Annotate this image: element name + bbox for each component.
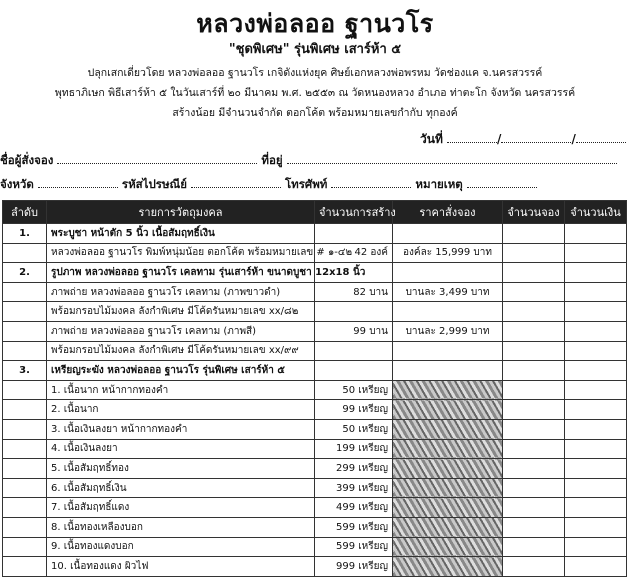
- row-amount-field[interactable]: [565, 537, 627, 557]
- row-amount-field[interactable]: [565, 361, 627, 381]
- row-item-name: 10. เนื้อทองแดง ผิวไฟ: [47, 557, 315, 577]
- row-price: [393, 302, 503, 322]
- row-number: [3, 400, 47, 420]
- table-row: [3, 478, 627, 498]
- row-amount-field[interactable]: [565, 478, 627, 498]
- col-header-item: รายการวัตถุมงคล: [47, 201, 315, 224]
- row-item-name: 6. เนื้อสัมฤทธิ์เงิน: [47, 478, 315, 498]
- table-row: [3, 459, 627, 479]
- row-price: [393, 224, 503, 244]
- customer-row: [0, 152, 617, 170]
- date-day-field[interactable]: [447, 131, 497, 143]
- table-row: [3, 302, 627, 322]
- row-price-redacted: [393, 537, 503, 557]
- row-item-name: พร้อมกรอบไม้มงคล ลังกำพิเศษ มีโค้ดรันหมายเลข xx/๙๙: [47, 341, 315, 361]
- row-quantity: 99 บาน: [315, 321, 393, 341]
- row-amount-field[interactable]: [565, 321, 627, 341]
- row-order-count-field[interactable]: [503, 282, 565, 302]
- province-label: จังหวัด: [0, 177, 34, 191]
- row-price-redacted: [393, 557, 503, 577]
- row-quantity: 42 องค์: [315, 243, 393, 263]
- row-number: [3, 439, 47, 459]
- table-row: [3, 400, 627, 420]
- row-number: [3, 282, 47, 302]
- row-item-name: รูปภาพ หลวงพ่อลออ ฐานวโร เคลทาม รุ่นเสาร์ห้า ขนาดบูชา 12x18 นิ้ว: [47, 263, 315, 283]
- row-amount-field[interactable]: [565, 224, 627, 244]
- intro-line-3: สร้างน้อย มีจำนวนจำกัด ตอกโค้ต พร้อมหมายเลขกำกับ ทุกองค์: [172, 107, 458, 119]
- row-order-count-field[interactable]: [503, 478, 565, 498]
- table-row: [3, 419, 627, 439]
- row-number: 2.: [3, 263, 47, 283]
- row-order-count-field[interactable]: [503, 302, 565, 322]
- date-row: วันที่ / /: [420, 130, 626, 149]
- row-quantity: [315, 224, 393, 244]
- row-number: [3, 498, 47, 518]
- row-price: บานละ 3,499 บาท: [393, 282, 503, 302]
- table-row: [3, 341, 627, 361]
- row-amount-field[interactable]: [565, 380, 627, 400]
- address-label: ที่อยู่: [261, 153, 283, 167]
- row-quantity: 599 เหรียญ: [315, 517, 393, 537]
- row-order-count-field[interactable]: [503, 400, 565, 420]
- row-item-name: 5. เนื้อสัมฤทธิ์ทอง: [47, 459, 315, 479]
- row-price: [393, 341, 503, 361]
- table-row: [3, 439, 627, 459]
- intro-line-2: พุทธาภิเษก พิธีเสาร์ห้า ๕ ในวันเสาร์ที่ ๒๐ มีนาคม พ.ศ. ๒๕๕๓ ณ วัดหนองหลวง อำเภอ ท่าตะโก จังหวัด นครสวรรค์: [54, 87, 576, 99]
- row-price-redacted: [393, 439, 503, 459]
- row-number: [3, 341, 47, 361]
- row-item-name: 7. เนื้อสัมฤทธิ์แดง: [47, 498, 315, 518]
- row-amount-field[interactable]: [565, 439, 627, 459]
- contact-row: [0, 176, 537, 194]
- intro-line-1: ปลุกเสกเดี่ยวโดย หลวงพ่อลออ ฐานวโร เกจิดังแห่งยุค ศิษย์เอกหลวงพ่อพรหม วัดช่องแค จ.นครสวรรค์: [87, 67, 543, 79]
- note-label: หมายเหตุ: [415, 177, 463, 191]
- row-item-name: 8. เนื้อทองเหลืองบอก: [47, 517, 315, 537]
- row-number: [3, 243, 47, 263]
- document-title: หลวงพ่อลออ ฐานวโร: [196, 9, 434, 38]
- row-price-redacted: [393, 459, 503, 479]
- row-amount-field[interactable]: [565, 419, 627, 439]
- name-label: ชื่อผู้สั่งจอง: [0, 153, 54, 167]
- row-quantity: 50 เหรียญ: [315, 419, 393, 439]
- table-row: [3, 380, 627, 400]
- row-number: [3, 380, 47, 400]
- row-item-name: 3. เนื้อเงินลงยา หน้ากากทองคำ: [47, 419, 315, 439]
- table-row: [3, 282, 627, 302]
- row-item-name: 9. เนื้อทองแดงบอก: [47, 537, 315, 557]
- row-price-redacted: [393, 380, 503, 400]
- row-amount-field[interactable]: [565, 557, 627, 577]
- order-table: [2, 200, 627, 577]
- row-number: [3, 419, 47, 439]
- row-number: [3, 557, 47, 577]
- postcode-field[interactable]: [191, 176, 281, 188]
- row-item-name: ภาพถ่าย หลวงพ่อลออ ฐานวโร เคลทาม (ภาพขาวดำ): [47, 282, 315, 302]
- row-amount-field[interactable]: [565, 498, 627, 518]
- row-order-count-field[interactable]: [503, 263, 565, 283]
- phone-field[interactable]: [331, 176, 411, 188]
- row-price: บานละ 2,999 บาท: [393, 321, 503, 341]
- row-number: [3, 517, 47, 537]
- row-order-count-field[interactable]: [503, 557, 565, 577]
- row-quantity: 999 เหรียญ: [315, 557, 393, 577]
- document-subtitle: "ชุดพิเศษ" รุ่นพิเศษ เสาร์ห้า ๕: [228, 42, 402, 57]
- col-header-qty: จำนวนการสร้าง: [315, 201, 393, 224]
- row-quantity: 299 เหรียญ: [315, 459, 393, 479]
- row-number: 3.: [3, 361, 47, 381]
- table-row: [3, 321, 627, 341]
- row-item-name: ภาพถ่าย หลวงพ่อลออ ฐานวโร เคลทาม (ภาพสี): [47, 321, 315, 341]
- row-price: [393, 263, 503, 283]
- row-order-count-field[interactable]: [503, 459, 565, 479]
- note-field[interactable]: [467, 176, 537, 188]
- row-quantity: [315, 361, 393, 381]
- row-number: [3, 537, 47, 557]
- table-row: [3, 537, 627, 557]
- row-amount-field[interactable]: [565, 341, 627, 361]
- row-quantity: 99 เหรียญ: [315, 400, 393, 420]
- row-order-count-field[interactable]: [503, 419, 565, 439]
- row-price: องค์ละ 15,999 บาท: [393, 243, 503, 263]
- row-number: [3, 321, 47, 341]
- row-amount-field[interactable]: [565, 517, 627, 537]
- row-item-name: 1. เนื้อนาก หน้ากากทองคำ: [47, 380, 315, 400]
- row-amount-field[interactable]: [565, 302, 627, 322]
- row-quantity: 499 เหรียญ: [315, 498, 393, 518]
- col-header-no: ลำดับ: [3, 201, 47, 224]
- row-number: [3, 459, 47, 479]
- row-amount-field[interactable]: [565, 282, 627, 302]
- phone-label: โทรศัพท์: [284, 177, 328, 191]
- row-order-count-field[interactable]: [503, 380, 565, 400]
- row-number: 1.: [3, 224, 47, 244]
- row-price-redacted: [393, 400, 503, 420]
- row-order-count-field[interactable]: [503, 243, 565, 263]
- address-field[interactable]: [287, 152, 617, 164]
- col-header-amount: จำนวนเงิน: [565, 201, 627, 224]
- row-item-name: 2. เนื้อนาก: [47, 400, 315, 420]
- row-order-count-field[interactable]: [503, 439, 565, 459]
- row-amount-field[interactable]: [565, 263, 627, 283]
- province-field[interactable]: [38, 176, 118, 188]
- row-item-name: 4. เนื้อเงินลงยา: [47, 439, 315, 459]
- row-item-name: พร้อมกรอบไม้มงคล ลังกำพิเศษ มีโค้ดรันหมายเลข xx/๘๒: [47, 302, 315, 322]
- col-header-price: ราคาสั่งจอง: [393, 201, 503, 224]
- row-number: [3, 302, 47, 322]
- row-quantity: [315, 302, 393, 322]
- row-price: [393, 361, 503, 381]
- table-row: [3, 361, 627, 381]
- table-header-row: [3, 201, 627, 224]
- table-row: [3, 517, 627, 537]
- date-year-field[interactable]: [576, 131, 626, 143]
- table-row: [3, 243, 627, 263]
- row-price-redacted: [393, 419, 503, 439]
- row-order-count-field[interactable]: [503, 361, 565, 381]
- table-row: [3, 263, 627, 283]
- postcode-label: รหัสไปรษณีย์: [121, 177, 187, 191]
- row-quantity: 399 เหรียญ: [315, 478, 393, 498]
- table-row: [3, 224, 627, 244]
- row-item-name: พระบูชา หน้าตัก 5 นิ้ว เนื้อสัมฤทธิ์เงิน: [47, 224, 315, 244]
- row-quantity: 50 เหรียญ: [315, 380, 393, 400]
- row-order-count-field[interactable]: [503, 224, 565, 244]
- date-month-field[interactable]: [501, 131, 571, 143]
- row-quantity: [315, 341, 393, 361]
- row-order-count-field[interactable]: [503, 341, 565, 361]
- col-header-order: จำนวนจอง: [503, 201, 565, 224]
- row-amount-field[interactable]: [565, 400, 627, 420]
- row-item-name: หลวงพ่อลออ ฐานวโร พิมพ์หนุ่มน้อย ตอกโค้ต พร้อมหมายเลข # ๑-๔๒: [47, 243, 315, 263]
- row-item-name: เหรียญระฆัง หลวงพ่อลออ ฐานวโร รุ่นพิเศษ เสาร์ห้า ๕: [47, 361, 315, 381]
- row-number: [3, 478, 47, 498]
- row-amount-field[interactable]: [565, 459, 627, 479]
- row-price-redacted: [393, 498, 503, 518]
- name-field[interactable]: [57, 152, 257, 164]
- row-order-count-field[interactable]: [503, 537, 565, 557]
- row-order-count-field[interactable]: [503, 517, 565, 537]
- date-label: วันที่: [420, 132, 443, 146]
- table-row: [3, 557, 627, 577]
- row-price-redacted: [393, 517, 503, 537]
- row-price-redacted: [393, 478, 503, 498]
- row-quantity: 82 บาน: [315, 282, 393, 302]
- table-row: [3, 498, 627, 518]
- row-amount-field[interactable]: [565, 243, 627, 263]
- row-quantity: 599 เหรียญ: [315, 537, 393, 557]
- row-quantity: 199 เหรียญ: [315, 439, 393, 459]
- row-order-count-field[interactable]: [503, 498, 565, 518]
- row-order-count-field[interactable]: [503, 321, 565, 341]
